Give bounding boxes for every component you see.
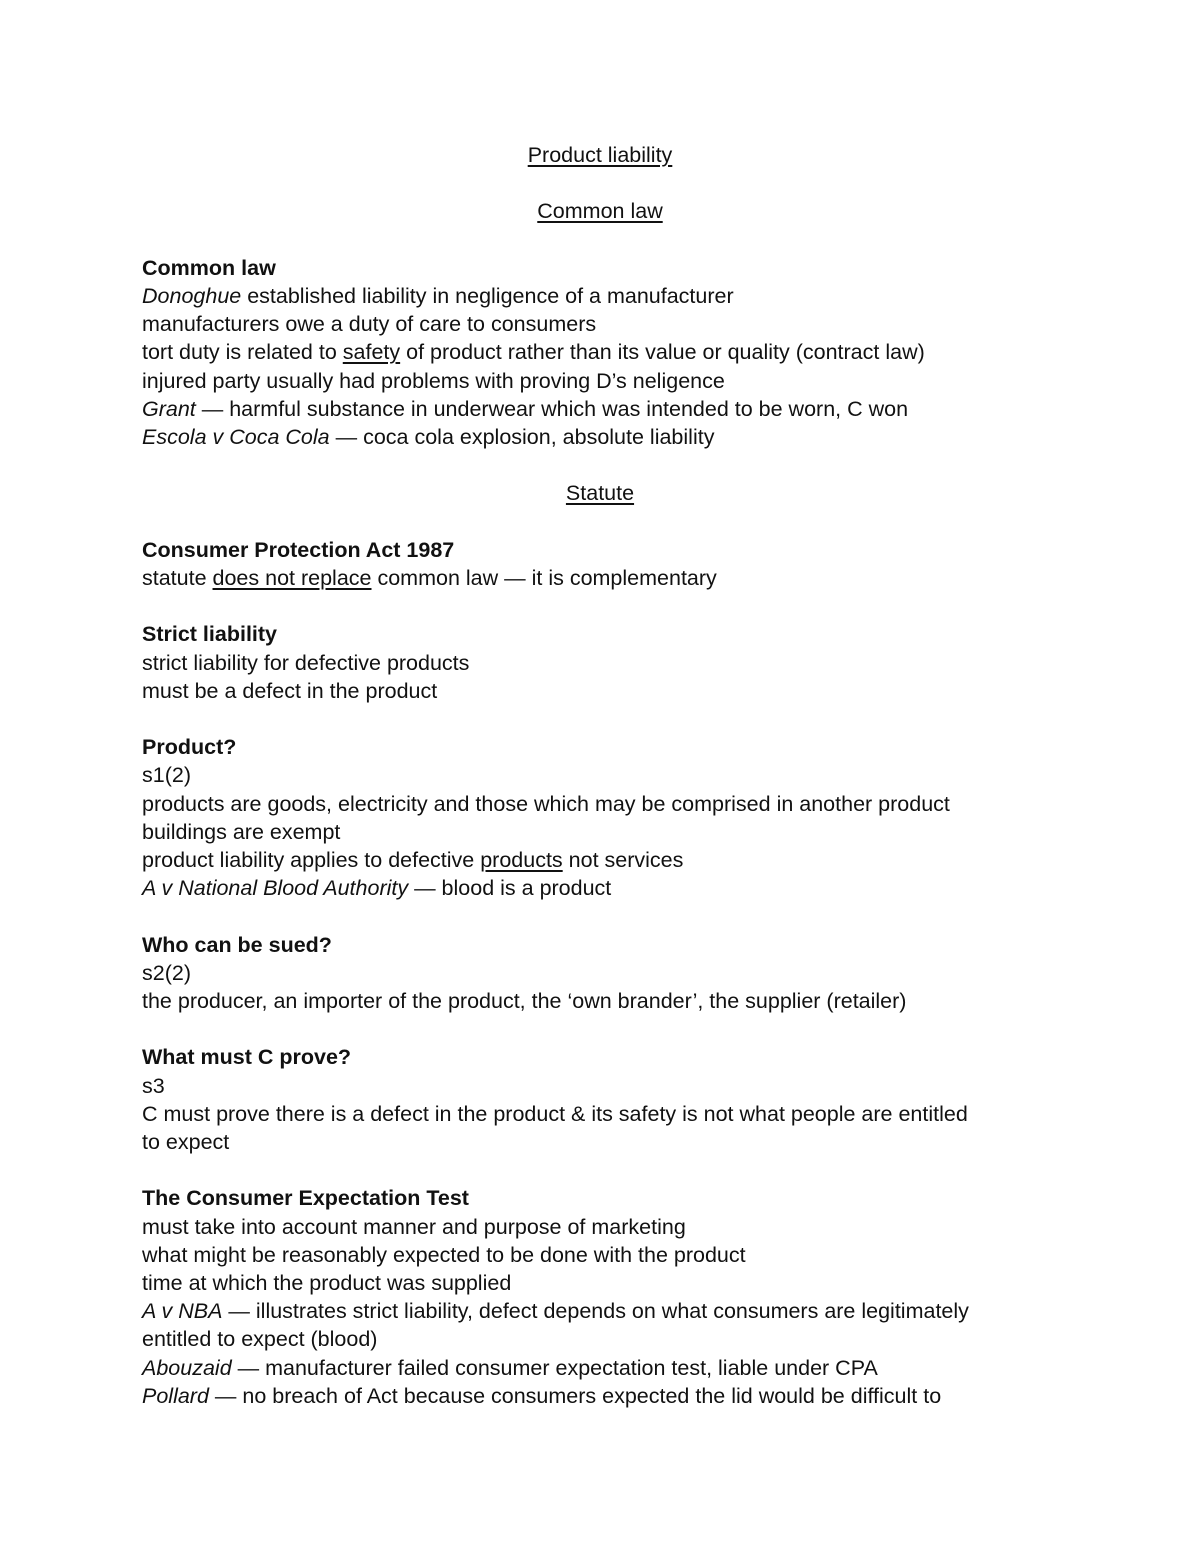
text-line: the producer, an importer of the product, the ‘own brander’, the supplier (retailer) — [142, 988, 907, 1013]
text-line: C must prove there is a defect in the product & its safety is not what people are entitled — [142, 1101, 968, 1126]
line-text: statute — [142, 565, 213, 590]
text-line: injured party usually had problems with proving D’s neligence — [142, 368, 725, 393]
line-text: — manufacturer failed consumer expectation test, liable under CPA — [231, 1355, 878, 1380]
text-line: manufacturers owe a duty of care to consumers — [142, 312, 597, 337]
spacer — [142, 451, 1058, 479]
text-line — [142, 1297, 1058, 1325]
subheading-who-can-be-sued: Who can be sued? — [142, 932, 332, 957]
text-line: products are goods, electricity and those which may be comprised in another product — [142, 791, 950, 816]
text-line: strict liability for defective products — [142, 650, 470, 675]
text-line — [142, 282, 1058, 310]
line-text: — blood is a product — [408, 876, 612, 901]
text-line: entitled to expect (blood) — [142, 1327, 378, 1352]
subheading-strict-liability: Strict liability — [142, 622, 278, 647]
underlined-term: products — [480, 847, 563, 872]
document-body — [142, 141, 1058, 1410]
text-line — [142, 1382, 1058, 1410]
spacer — [142, 1156, 1058, 1184]
text-line: must take into account manner and purpose of marketing — [142, 1214, 686, 1239]
spacer — [142, 1015, 1058, 1043]
subheading-what-must-c-prove: What must C prove? — [142, 1045, 352, 1070]
case-name: Pollard — [142, 1383, 209, 1408]
text-line — [142, 1354, 1058, 1382]
underlined-term: does not replace — [212, 565, 372, 590]
text-line — [142, 564, 1058, 592]
section-heading-statute — [142, 479, 1058, 507]
document-title-text: Product liability — [527, 143, 673, 167]
subheading-product: Product? — [142, 735, 237, 760]
spacer — [142, 705, 1058, 733]
line-text: established liability in negligence of a manufacturer — [241, 283, 734, 308]
section-heading-statute-text: Statute — [565, 481, 635, 506]
text-line — [142, 874, 1058, 902]
line-text: — illustrates strict liability, defect depends on what consumers are legitimately — [222, 1299, 969, 1324]
line-text: — coca cola explosion, absolute liability — [329, 425, 715, 449]
line-text: not services — [562, 847, 684, 872]
section-reference: s3 — [142, 1073, 165, 1098]
text-line: what might be reasonably expected to be done with the product — [142, 1242, 746, 1267]
line-text: — harmful substance in underwear which was intended to be worn, C won — [195, 396, 909, 421]
spacer — [142, 902, 1058, 930]
document-title — [142, 141, 1058, 169]
line-text: of product rather than its value or quality (contract law) — [400, 340, 925, 365]
text-line — [142, 338, 1058, 366]
subheading-common-law: Common law — [142, 255, 276, 280]
spacer — [142, 508, 1058, 536]
text-line — [142, 846, 1058, 874]
spacer — [142, 226, 1058, 254]
section-reference: s2(2) — [142, 960, 191, 985]
underlined-term: safety — [342, 340, 401, 365]
section-heading-common-law-text: Common law — [537, 199, 663, 224]
line-text: tort duty is related to — [142, 340, 343, 365]
line-text: — no breach of Act because consumers expected the lid would be difficult to — [208, 1383, 942, 1408]
text-line: to expect — [142, 1129, 230, 1154]
case-name: A v National Blood Authority — [142, 876, 409, 901]
text-line — [142, 395, 1058, 423]
case-name: Escola v Coca Cola — [142, 425, 330, 449]
text-line — [142, 423, 1058, 451]
spacer — [142, 169, 1058, 197]
case-name: Grant — [142, 396, 196, 421]
line-text: common law — it is complementary — [371, 565, 717, 590]
case-name: Abouzaid — [142, 1355, 232, 1380]
text-line: must be a defect in the product — [142, 678, 438, 703]
section-heading-common-law — [142, 197, 1058, 225]
case-name: A v NBA — [142, 1299, 223, 1324]
case-name: Donoghue — [142, 283, 242, 308]
spacer — [142, 592, 1058, 620]
section-reference: s1(2) — [142, 763, 191, 788]
text-line: buildings are exempt — [142, 819, 341, 844]
text-line: time at which the product was supplied — [142, 1270, 512, 1295]
line-text: product liability applies to defective — [142, 847, 481, 872]
subheading-cpa: Consumer Protection Act 1987 — [142, 537, 455, 562]
subheading-consumer-expectation-test: The Consumer Expectation Test — [142, 1186, 469, 1211]
